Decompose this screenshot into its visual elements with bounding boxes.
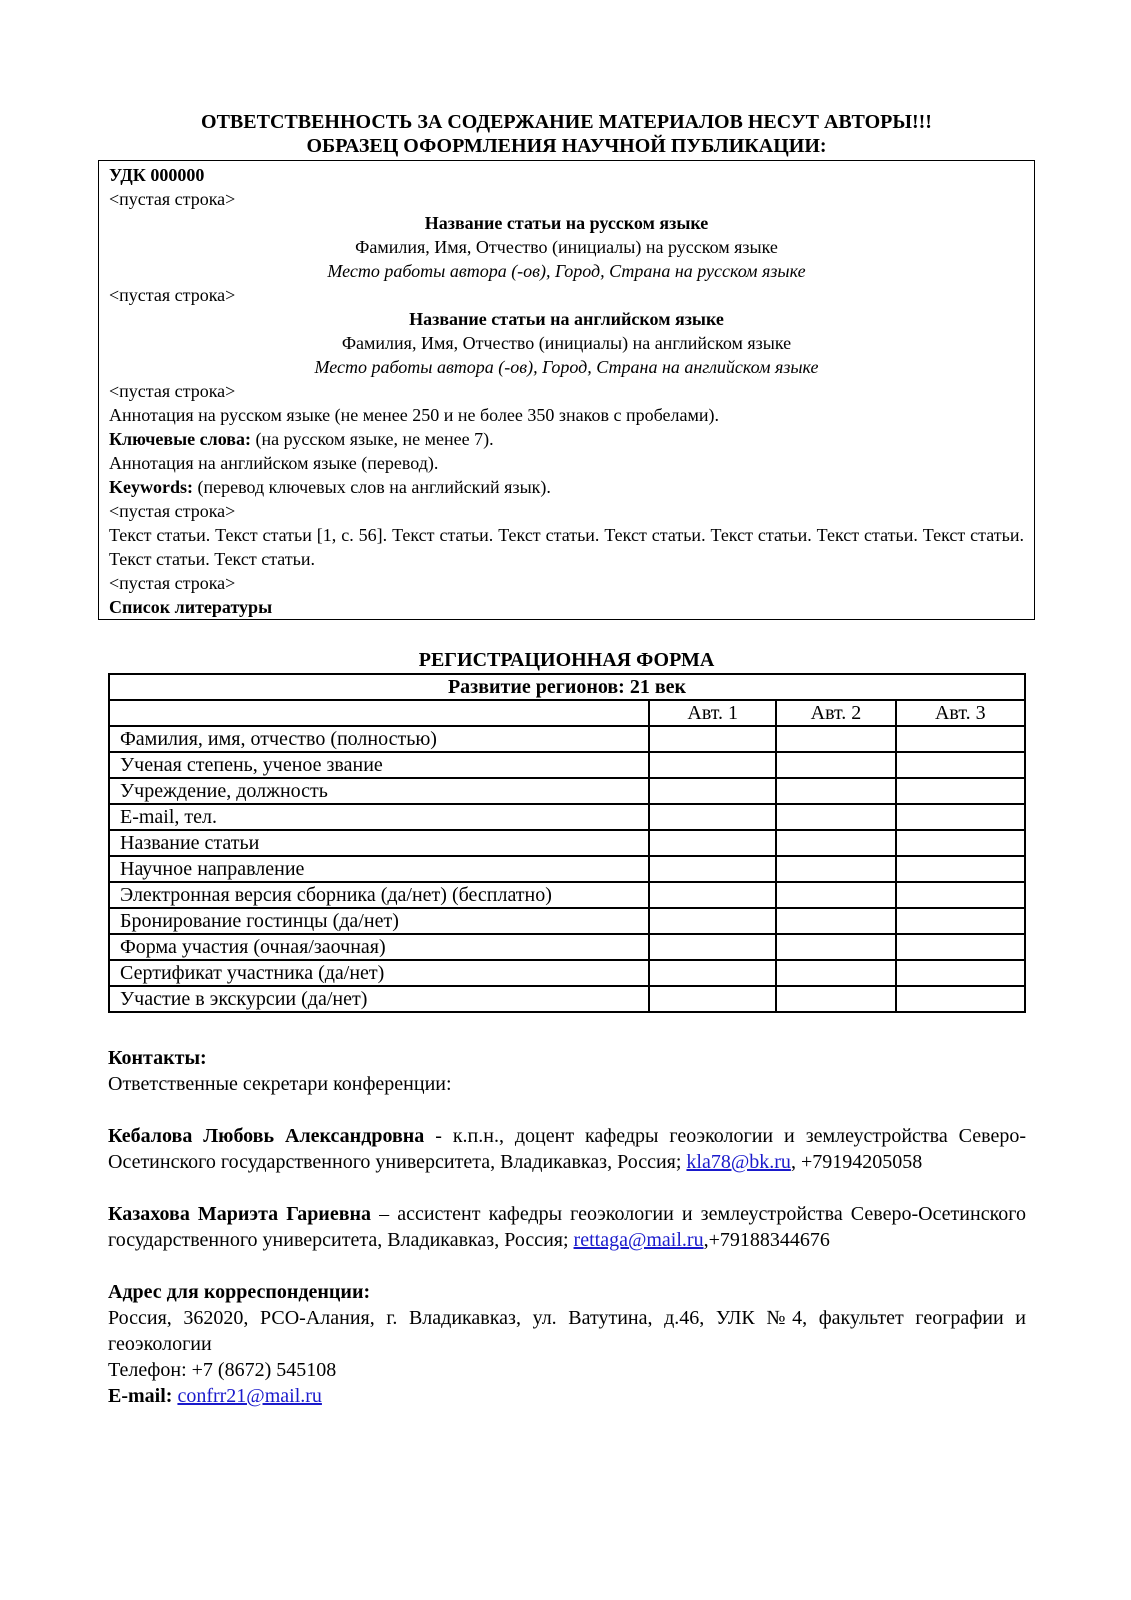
title-ru: Название статьи на русском языке [424, 213, 709, 233]
author-1-input-cell[interactable] [649, 726, 776, 752]
author-2-input-cell[interactable] [776, 882, 895, 908]
empty-line: <пустая строка> [109, 285, 236, 305]
secretary-2-phone: ,+79188344676 [703, 1229, 830, 1251]
abstract-en: Аннотация на английском языке (перевод). [109, 453, 439, 473]
contacts-section [108, 1045, 1026, 1409]
keywords-en-label: Keywords: [109, 477, 193, 497]
secretary-2-details: – ассистент кафедры геоэкологии и землеустройства Северо-Осетинского государственного университета, Владикавказ, Россия; [108, 1203, 1026, 1251]
secretaries-intro: Ответственные секретари конференции: [108, 1073, 452, 1095]
author-3-input-cell[interactable] [896, 960, 1025, 986]
author-3-input-cell[interactable] [896, 804, 1025, 830]
secretary-2-name: Казахова Мариэта Гариевна [108, 1203, 372, 1225]
place-en: Место работы автора (-ов), Город, Страна на английском языке [314, 357, 819, 377]
table-row [109, 882, 1025, 908]
postal-address: Россия, 362020, РСО-Алания, г. Владикавказ, ул. Ватутина, д.46, УЛК №4, факультет географии и геоэкологии [108, 1307, 1026, 1355]
author-1-input-cell[interactable] [649, 934, 776, 960]
sample-publication-box [98, 160, 1035, 620]
contact-phone: Телефон: +7 (8672) 545108 [108, 1359, 337, 1381]
author-1-input-cell[interactable] [649, 882, 776, 908]
author-3-input-cell[interactable] [896, 856, 1025, 882]
header-empty-cell [109, 700, 649, 726]
contact-email-line [108, 1383, 1026, 1409]
table-row [109, 960, 1025, 986]
row-label: Название статьи [109, 830, 649, 856]
author-1-input-cell[interactable] [649, 830, 776, 856]
responsibility-heading: ОТВЕТСТВЕННОСТЬ ЗА СОДЕРЖАНИЕ МАТЕРИАЛОВ НЕСУТ АВТОРЫ!!! [201, 111, 932, 133]
row-label: Учреждение, должность [109, 778, 649, 804]
author-1-input-cell[interactable] [649, 752, 776, 778]
author-2-input-cell[interactable] [776, 778, 895, 804]
secretary-1-name: Кебалова Любовь Александровна [108, 1125, 425, 1147]
row-label: Фамилия, имя, отчество (полностью) [109, 726, 649, 752]
empty-line: <пустая строка> [109, 381, 236, 401]
table-row [109, 830, 1025, 856]
table-row [109, 804, 1025, 830]
empty-line: <пустая строка> [109, 573, 236, 593]
author-1-input-cell[interactable] [649, 804, 776, 830]
row-label: Научное направление [109, 856, 649, 882]
table-row [109, 752, 1025, 778]
secretary-1 [108, 1123, 1026, 1175]
conference-email-link[interactable]: confrr21@mail.ru [177, 1385, 322, 1407]
conference-name: Развитие регионов: 21 век [109, 674, 1025, 700]
keywords-ru [109, 427, 1024, 451]
keywords-en-text: (перевод ключевых слов на английский язык). [193, 477, 551, 497]
table-row [109, 856, 1025, 882]
place-ru: Место работы автора (-ов), Город, Страна на русском языке [327, 261, 806, 281]
author-3-input-cell[interactable] [896, 908, 1025, 934]
row-label: Бронирование гостинцы (да/нет) [109, 908, 649, 934]
author-3-input-cell[interactable] [896, 752, 1025, 778]
author-2-input-cell[interactable] [776, 830, 895, 856]
contacts-label: Контакты: [108, 1047, 207, 1069]
row-label: Электронная версия сборника (да/нет) (бесплатно) [109, 882, 649, 908]
sample-heading: ОБРАЗЕЦ ОФОРМЛЕНИЯ НАУЧНОЙ ПУБЛИКАЦИИ: [306, 135, 827, 157]
table-row [109, 778, 1025, 804]
author-2-input-cell[interactable] [776, 934, 895, 960]
empty-line: <пустая строка> [109, 501, 236, 521]
author-ru: Фамилия, Имя, Отчество (инициалы) на русском языке [355, 237, 778, 257]
references-heading: Список литературы [109, 597, 273, 617]
author-3-input-cell[interactable] [896, 986, 1025, 1012]
author-3-input-cell[interactable] [896, 830, 1025, 856]
author-1-input-cell[interactable] [649, 986, 776, 1012]
author-3-input-cell[interactable] [896, 882, 1025, 908]
author-2-input-cell[interactable] [776, 856, 895, 882]
secretary-1-phone: , +79194205058 [790, 1151, 923, 1173]
col-author-3: Авт. 3 [896, 700, 1025, 726]
table-row [109, 986, 1025, 1012]
author-1-input-cell[interactable] [649, 856, 776, 882]
email-label: E-mail: [108, 1385, 173, 1407]
author-3-input-cell[interactable] [896, 726, 1025, 752]
secretary-2 [108, 1201, 1026, 1253]
table-row [109, 908, 1025, 934]
registration-form-title: РЕГИСТРАЦИОННАЯ ФОРМА [418, 649, 715, 671]
row-label: Участие в экскурсии (да/нет) [109, 986, 649, 1012]
row-label: Ученая степень, ученое звание [109, 752, 649, 778]
author-1-input-cell[interactable] [649, 908, 776, 934]
registration-table [108, 673, 1026, 1013]
table-row [109, 726, 1025, 752]
author-2-input-cell[interactable] [776, 726, 895, 752]
secretary-1-email-link[interactable]: kla78@bk.ru [686, 1151, 791, 1173]
address-label: Адрес для корреспонденции: [108, 1281, 371, 1303]
table-row [109, 934, 1025, 960]
udk-line: УДК 000000 [109, 165, 205, 185]
author-1-input-cell[interactable] [649, 960, 776, 986]
author-1-input-cell[interactable] [649, 778, 776, 804]
keywords-ru-text: (на русском языке, не менее 7). [250, 429, 494, 449]
secretary-1-details: - к.п.н., доцент кафедры геоэкологии и землеустройства Северо-Осетинского государственного университета, Владикавказ, Россия; [108, 1125, 1026, 1173]
row-label: E-mail, тел. [109, 804, 649, 830]
keywords-en [109, 475, 1024, 499]
row-label: Форма участия (очная/заочная) [109, 934, 649, 960]
author-2-input-cell[interactable] [776, 804, 895, 830]
empty-line: <пустая строка> [109, 189, 236, 209]
author-3-input-cell[interactable] [896, 934, 1025, 960]
secretary-2-email-link[interactable]: rettaga@mail.ru [573, 1229, 704, 1251]
author-3-input-cell[interactable] [896, 778, 1025, 804]
author-2-input-cell[interactable] [776, 908, 895, 934]
title-en: Название статьи на английском языке [409, 309, 724, 329]
keywords-ru-label: Ключевые слова: [109, 429, 251, 449]
author-2-input-cell[interactable] [776, 986, 895, 1012]
abstract-ru: Аннотация на русском языке (не менее 250 и не более 350 знаков с пробелами). [109, 405, 719, 425]
author-2-input-cell[interactable] [776, 960, 895, 986]
author-en: Фамилия, Имя, Отчество (инициалы) на английском языке [341, 333, 792, 353]
body-text: Текст статьи. Текст статьи [1, с. 56]. Текст статьи. Текст статьи. Текст статьи. Текст статьи. Текст статьи. Текст статьи. Текст статьи. Текст статьи. [109, 525, 1024, 569]
col-author-2: Авт. 2 [776, 700, 895, 726]
row-label: Сертификат участника (да/нет) [109, 960, 649, 986]
col-author-1: Авт. 1 [649, 700, 776, 726]
author-2-input-cell[interactable] [776, 752, 895, 778]
